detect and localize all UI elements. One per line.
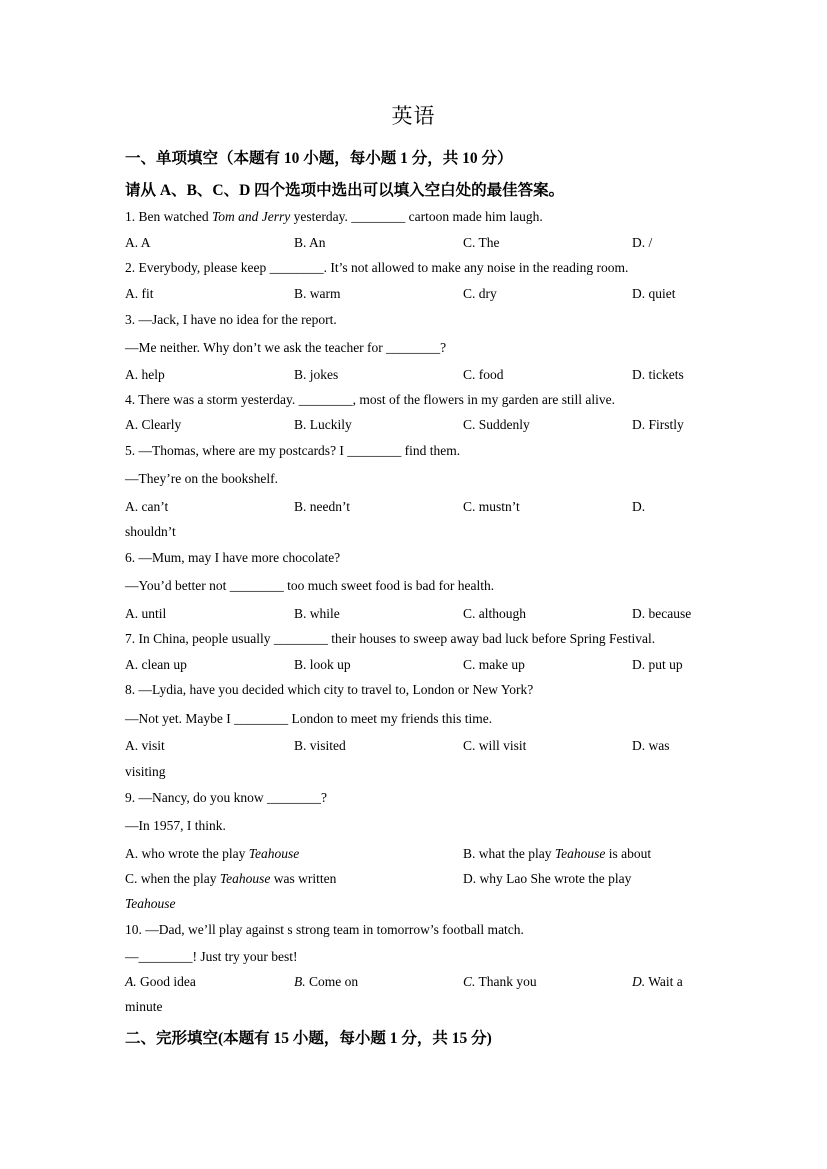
question-8-line1: 8. —Lydia, have you decided which city to travel to, London or New York? [125,682,534,697]
q10-option-a [125,973,196,991]
q6-option-d: D. because [632,606,692,621]
q7-option-d: D. put up [632,657,683,672]
question-10-line2: —________! Just try your best! [125,949,298,964]
question-5-line1: 5. —Thomas, where are my postcards? I ________ find them. [125,443,461,458]
q1-option-b: B. An [294,235,326,250]
q9-option-c-text: C. when the play [125,871,220,886]
q8-option-b: B. visited [294,738,346,753]
q2-option-c: C. dry [463,286,497,301]
q10-option-d [632,973,683,991]
question-6-line2: —You’d better not ________ too much sweet food is bad for health. [125,578,495,593]
q10-option-d-letter: D. [632,974,646,989]
q10-option-d-text: Wait a [645,974,683,989]
q4-option-b: B. Luckily [294,417,352,432]
question-3-line2: —Me neither. Why don’t we ask the teacher for ________? [125,340,447,355]
q9-option-c-post: was written [270,871,337,886]
q7-option-c: C. make up [463,657,525,672]
q3-option-a: A. help [125,367,165,382]
q6-option-b: B. while [294,606,340,621]
q2-option-d: D. quiet [632,286,676,301]
q1-text-pre: 1. Ben watched [125,209,212,224]
q9-option-b-italic: Teahouse [554,846,606,861]
q9-option-a-italic: Teahouse [248,846,300,861]
q2-option-a: A. fit [125,286,154,301]
question-9-line2: —In 1957, I think. [125,818,226,833]
question-3-line1: 3. —Jack, I have no idea for the report. [125,312,337,327]
q3-option-d: D. tickets [632,367,684,382]
q3-option-c: C. food [463,367,504,382]
q8-option-d: D. was [632,738,670,753]
q4-option-d: D. Firstly [632,417,684,432]
q9-option-a [125,845,299,863]
q9-option-c [125,870,336,888]
q5-option-a: A. can’t [125,499,169,514]
q1-option-d: D. / [632,235,653,250]
question-2: 2. Everybody, please keep ________. It’s not allowed to make any noise in the reading room. [125,260,629,275]
section1-heading: 一、单项填空（本题有 10 小题，每小题 1 分，共 10 分） [125,150,513,167]
q10-option-b-letter: B. [294,974,306,989]
q9-option-c-italic: Teahouse [219,871,271,886]
q1-option-c: C. The [463,235,500,250]
q1-option-a: A. A [125,235,151,250]
q6-option-c: C. although [463,606,526,621]
q9-option-d: D. why Lao She wrote the play [463,871,632,886]
q6-option-a: A. until [125,606,167,621]
question-1 [125,208,543,226]
q5-option-d-wrap: shouldn’t [125,524,176,539]
question-7: 7. In China, people usually ________ their houses to sweep away bad luck before Spring Festival. [125,631,656,646]
q4-option-c: C. Suddenly [463,417,530,432]
q9-option-b [463,845,651,863]
q2-option-b: B. warm [294,286,341,301]
q9-option-d-wrap-italic: Teahouse [125,896,176,911]
q3-option-b: B. jokes [294,367,339,382]
q8-option-d-wrap: visiting [125,764,166,779]
q9-option-a-text: A. who wrote the play [125,846,249,861]
page-title: 英语 [391,104,436,128]
q10-option-b-text: Come on [305,974,359,989]
q8-option-a: A. visit [125,738,165,753]
q9-option-d-wrap [125,895,176,913]
section2-heading: 二、完形填空(本题有 15 小题，每小题 1 分，共 15 分) [125,1030,492,1047]
q5-option-c: C. mustn’t [463,499,520,514]
q10-option-a-text: Good idea [136,974,196,989]
q10-option-b [294,973,358,991]
q10-option-d-wrap: minute [125,999,163,1014]
section1-instruction: 请从 A、B、C、D 四个选项中选出可以填入空白处的最佳答案。 [125,182,565,199]
question-6-line1: 6. —Mum, may I have more chocolate? [125,550,341,565]
q7-option-a: A. clean up [125,657,187,672]
q10-option-c [463,973,537,991]
q5-option-d: D. [632,499,646,514]
question-5-line2: —They’re on the bookshelf. [125,471,278,486]
question-10-line1: 10. —Dad, we’ll play against s strong team in tomorrow’s football match. [125,922,524,937]
q8-option-c: C. will visit [463,738,527,753]
q10-option-c-text: Thank you [475,974,537,989]
q1-text-italic: Tom and Jerry [211,209,291,224]
q4-option-a: A. Clearly [125,417,182,432]
q10-option-a-letter: A. [125,974,137,989]
q7-option-b: B. look up [294,657,351,672]
q5-option-b: B. needn’t [294,499,350,514]
q9-option-b-post: is about [605,846,652,861]
q9-option-b-text: B. what the play [463,846,555,861]
q1-text-post: yesterday. ________ cartoon made him laugh. [290,209,543,224]
question-8-line2: —Not yet. Maybe I ________ London to meet my friends this time. [125,711,493,726]
question-9-line1: 9. —Nancy, do you know ________? [125,790,327,805]
question-4: 4. There was a storm yesterday. ________, most of the flowers in my garden are still alive. [125,392,616,407]
q10-option-c-letter: C. [463,974,476,989]
